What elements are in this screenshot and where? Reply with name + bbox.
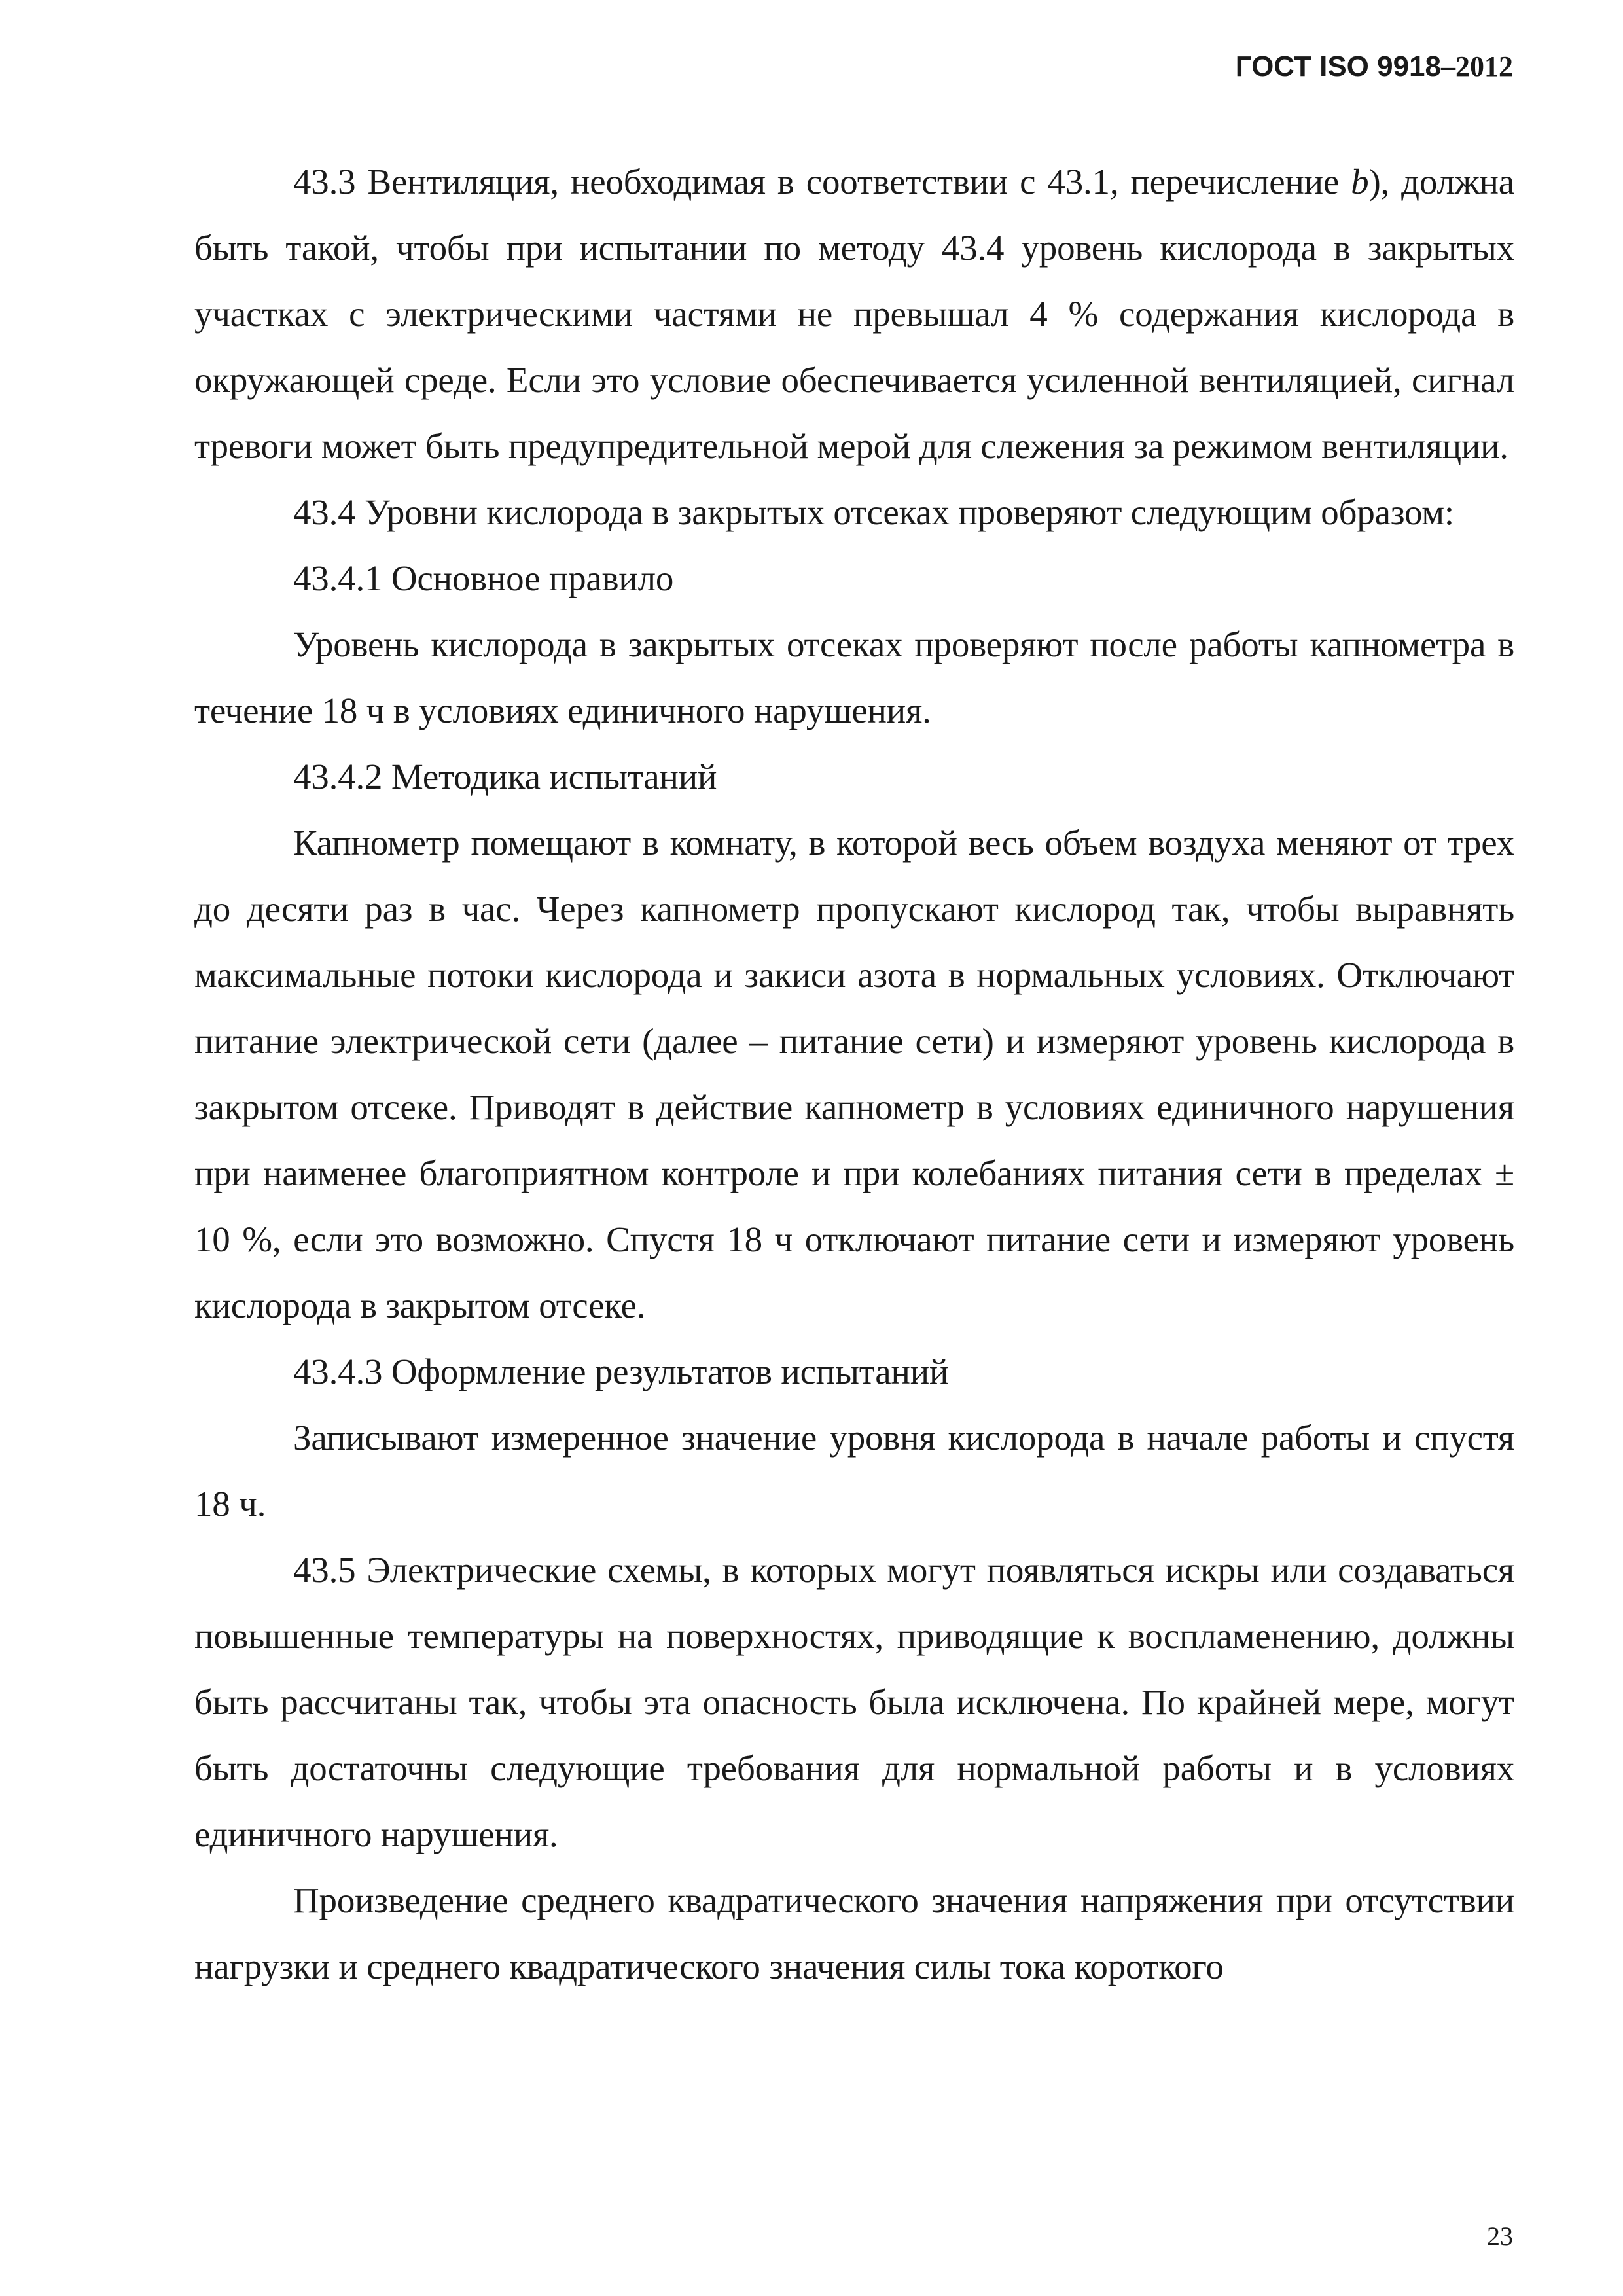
heading-43-4-2: 43.4.2 Методика испытаний: [293, 757, 717, 797]
italic-enumeration: b: [1351, 162, 1369, 202]
paragraph-43-4: 43.4 Уровни кислорода в закрытых отсеках проверяют следующим образом:: [293, 492, 1454, 532]
paragraph-basic-rule: Уровень кислорода в закрытых отсеках проверяют после работы капнометра в течение 18 ч в условиях единичного нарушения.: [194, 624, 1514, 730]
page-number: 23: [1487, 2221, 1513, 2251]
standard-designation: ГОСТ ISO 9918: [1235, 50, 1441, 82]
paragraph-test-results: Записывают измеренное значение уровня кислорода в начале работы и спустя 18 ч.: [194, 1418, 1514, 1524]
standard-year: –2012: [1441, 50, 1513, 82]
heading-43-4-1: 43.4.1 Основное правило: [293, 558, 674, 598]
paragraph-product: Произведение среднего квадратического значения напряжения при отсутствии нагрузки и среднего квадратического значения силы тока короткого: [194, 1880, 1514, 1986]
paragraph-43-5: 43.5 Электрические схемы, в которых могут появляться искры или создаваться повышенные температуры на поверхностях, приводящие к воспламенению, должны быть рассчитаны так, чтобы эта опасность была исключена. По крайней мере, могут быть достаточны следующие требования для нормальной работы и в условиях единичного нарушения.: [194, 1550, 1514, 1854]
paragraph-43-3: [194, 149, 1514, 479]
body-text: [194, 149, 1514, 2000]
document-header: [1236, 47, 1513, 86]
paragraph-text: 43.3 Вентиляция, необходимая в соответствии с 43.1, перечисление: [293, 162, 1351, 202]
paragraph-test-method: Капнометр помещают в комнату, в которой весь объем воздуха меняют от трех до десяти раз в час. Через капнометр пропускают кислород так, чтобы выравнять максимальные потоки кислорода и закиси азота в нормальных условиях. Отключают питание электрической сети (далее – питание сети) и измеряют уровень кислорода в закрытом отсеке. Приводят в действие капнометр в условиях единичного нарушения при наименее благоприятном контроле и при колебаниях питания сети в пределах ± 10 %, если это возможно. Спустя 18 ч отключают питание сети и измеряют уровень кислорода в закрытом отсеке.: [194, 823, 1514, 1325]
paragraph-text: ), должна быть такой, чтобы при испытании по методу 43.4 уровень кислорода в закрытых участках с электрическими частями не превышал 4 % содержания кислорода в окружающей среде. Если это условие обеспечивается усиленной вентиляцией, сигнал тревоги может быть предупредительной мерой для слежения за режимом вентиляции.: [194, 162, 1514, 466]
heading-43-4-3: 43.4.3 Оформление результатов испытаний: [293, 1352, 949, 1391]
